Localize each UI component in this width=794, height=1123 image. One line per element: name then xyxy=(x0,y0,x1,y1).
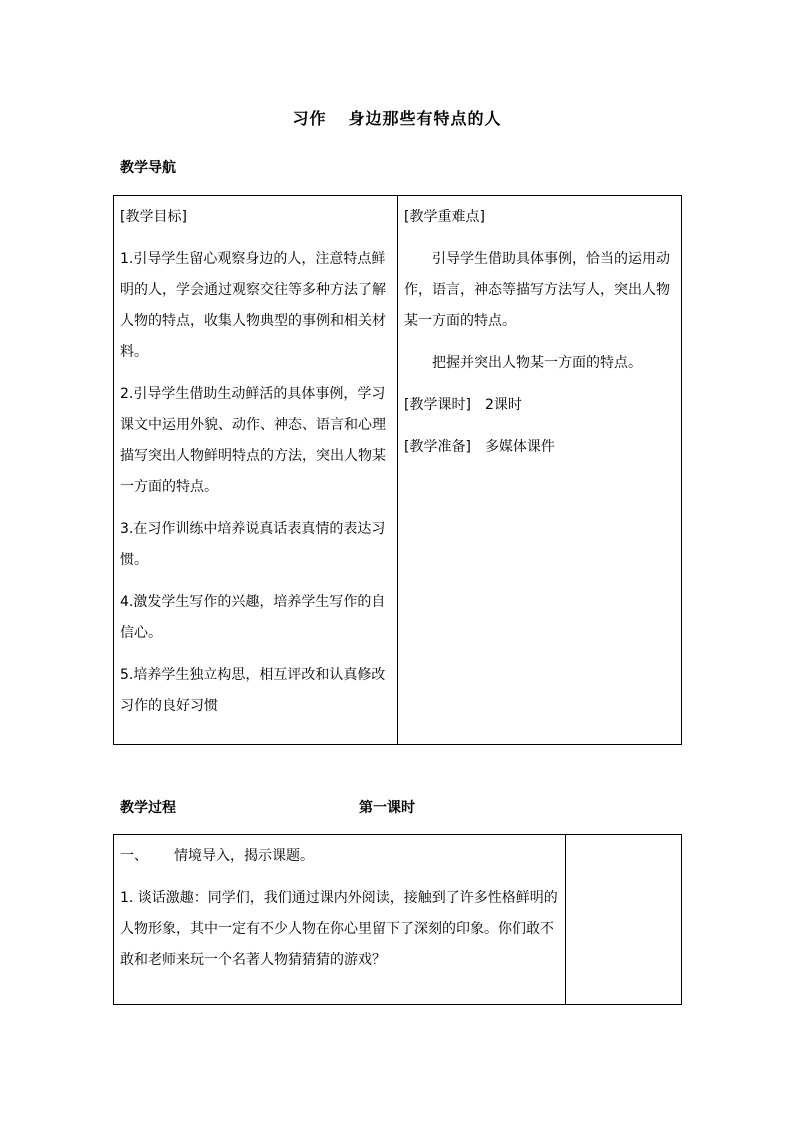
goal-item: 2.引导学生借助生动鲜活的具体事例，学习课文中运用外貌、动作、神态、语言和心理描写突出人物鲜明特点的方法，突出人物某一方面的特点。 xyxy=(120,386,386,495)
preparation-row xyxy=(404,432,675,463)
goal-item: 4.激发学生写作的兴趣，培养学生写作的自信心。 xyxy=(120,594,386,641)
key-point-text: 引导学生借助具体事例，恰当的运用动作，语言，神态等描写方法写人，突出人物某一方面的特点。 xyxy=(404,251,670,329)
goal-item: 3.在习作训练中培养说真话表真情的表达习惯。 xyxy=(120,521,386,568)
title-part2: 身边那些有特点的人 xyxy=(348,109,502,128)
title-part1: 习作 xyxy=(292,109,327,128)
step-body: 1. 谈话激趣：同学们，我们通过课内外阅读，接触到了许多性格鲜明的人物形象，其中一定有不少人物在你心里留下了深刻的印象。你们敢不敢和老师来玩一个名著人物猜猜猜的游戏？ xyxy=(120,890,558,968)
step-title: 情境导入，揭示课题。 xyxy=(174,848,314,864)
lesson-label: 第一课时 xyxy=(359,800,415,816)
goal-item: 1.引导学生留心观察身边的人，注意特点鲜明的人，学会通过观察交往等多种方法了解人物的特点，收集人物典型的事例和相关材料。 xyxy=(120,251,386,360)
key-point-text: 把握并突出人物某一方面的特点。 xyxy=(432,355,642,371)
document-title xyxy=(0,106,794,129)
teaching-process-table xyxy=(113,834,682,1005)
key-points-cell xyxy=(398,196,682,745)
process-notes-cell xyxy=(566,835,682,1005)
teaching-nav-table xyxy=(113,195,682,745)
goals-heading: [教学目标] xyxy=(120,209,187,225)
step-heading xyxy=(120,841,559,872)
class-hours-label: [教学课时] xyxy=(404,397,471,413)
class-hours-value: 2课时 xyxy=(484,397,522,413)
key-points-heading: [教学重难点] xyxy=(404,209,485,225)
step-number: 一、 xyxy=(120,848,148,864)
process-content-cell xyxy=(114,835,566,1005)
preparation-label: [教学准备] xyxy=(404,439,471,455)
goals-cell xyxy=(114,196,398,745)
teaching-process-label: 教学过程 xyxy=(120,800,176,816)
preparation-value: 多媒体课件 xyxy=(484,439,555,455)
class-hours-row xyxy=(404,390,675,421)
goal-item: 5.培养学生独立构思，相互评改和认真修改习作的良好习惯 xyxy=(120,667,386,714)
teaching-nav-label: 教学导航 xyxy=(120,160,176,176)
